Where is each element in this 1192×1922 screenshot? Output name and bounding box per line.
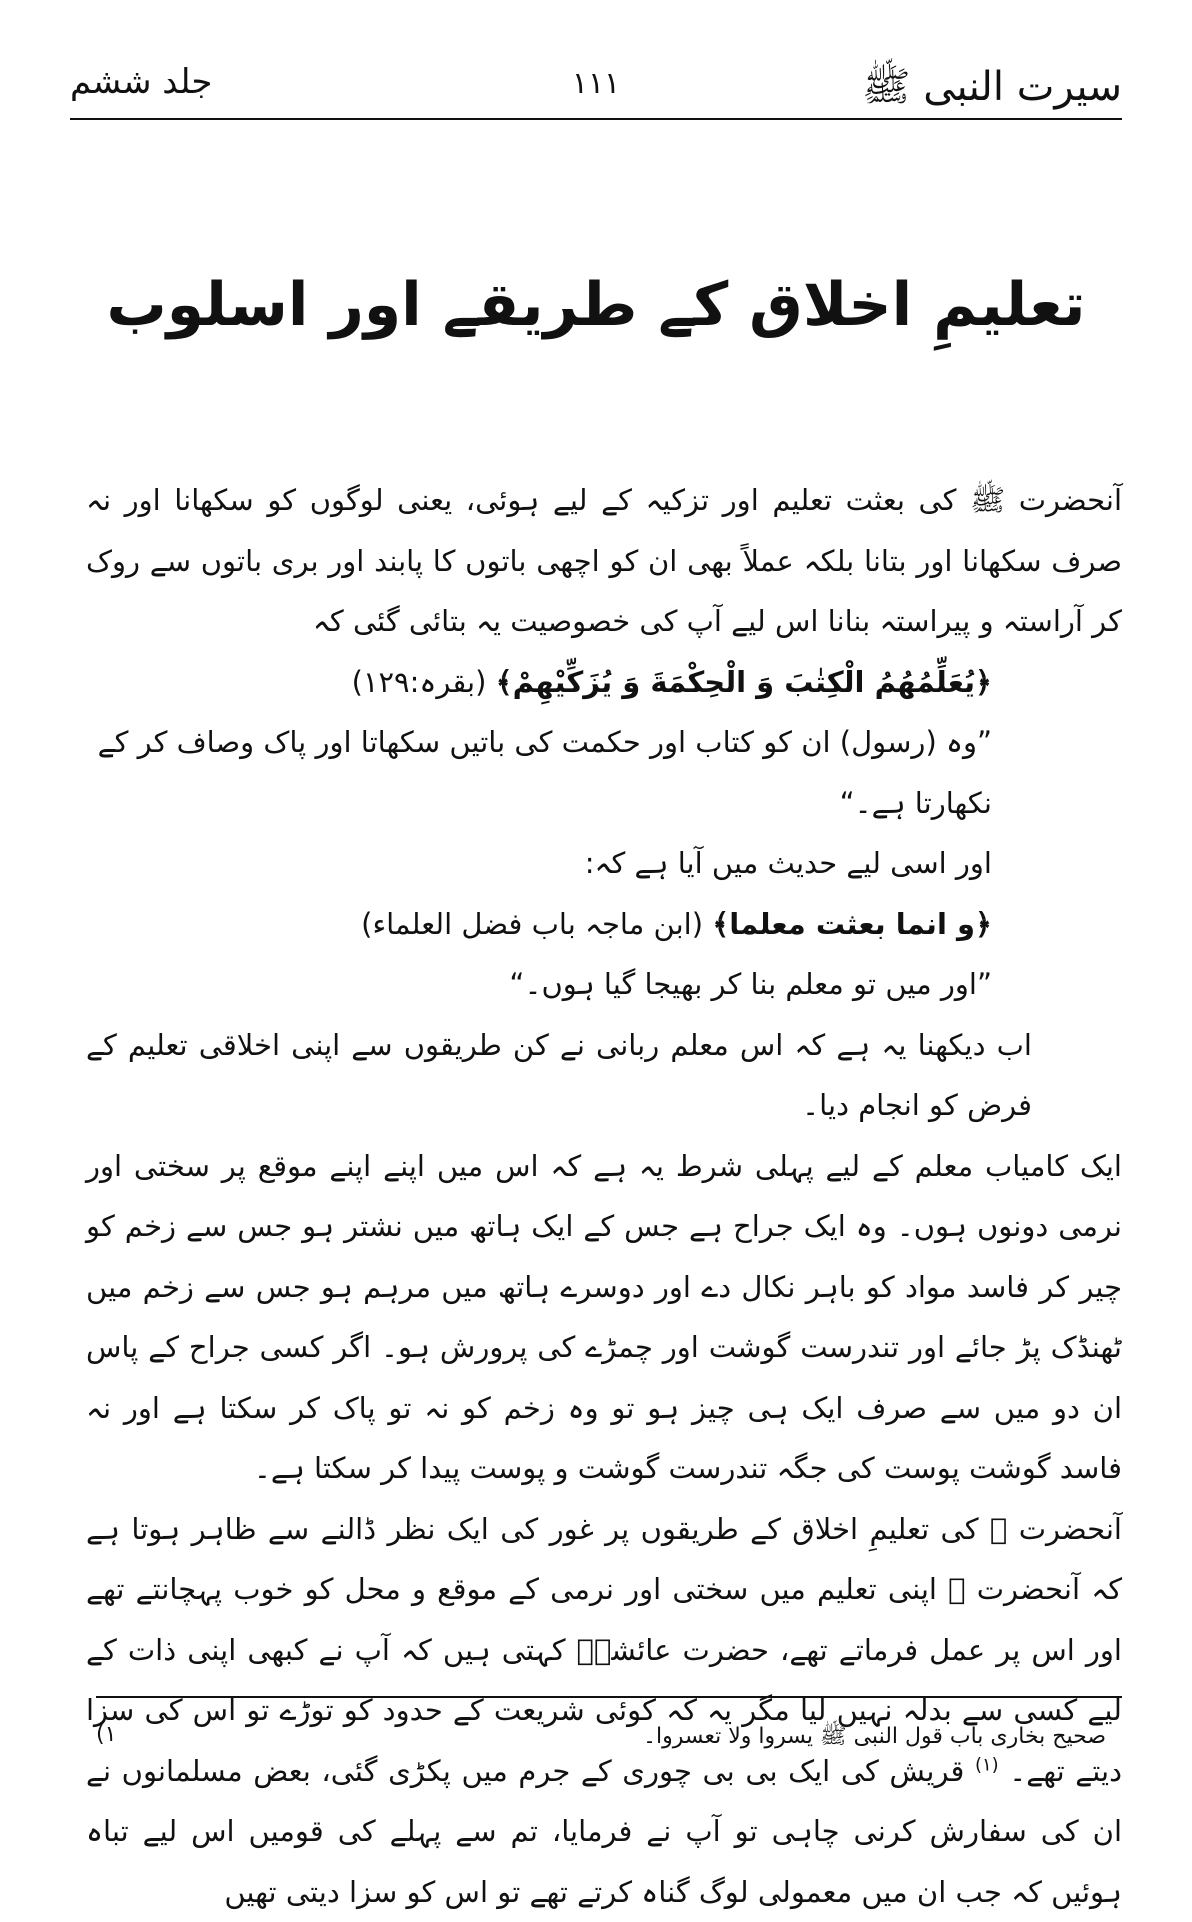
- paragraph-method-text: آنحضرت ﷺ کی تعلیمِ اخلاق کے طریقوں پر غور کی ایک نظر ڈالنے سے ظاہر ہوتا ہے کہ آنحضرت ﷺ اپنی تعلیم میں سختی اور نرمی کے موقع و محل کو خوب پہچانتے تھے اور اس پر عمل فرماتے تھے، حضرت عائشہؓ کہتی ہیں کہ آپ نے کبھی اپنی ذات کے لیے کسی سے بدلہ نہیں لیا مگر یہ کہ کوئی شریعت کے حدود کو توڑے تو اس کی سزا دیتے تھے۔: [86, 1512, 1122, 1788]
- quran-citation: (بقرہ:۱۲۹): [352, 665, 487, 699]
- book-title: سیرت النبی ﷺ: [862, 62, 1122, 120]
- volume-label: جلد ششم: [70, 62, 212, 102]
- paragraph-teacher: ایک کامیاب معلم کے لیے پہلی شرط یہ ہے کہ اس میں اپنے اپنے موقع پر سختی اور نرمی دونوں ہوں۔ وہ ایک جراح ہے جس کے ایک ہاتھ میں نشتر ہو جس سے زخم کو چیر کر فاسد مواد کو باہر نکال دے اور دوسرے ہاتھ میں مرہم ہو جس سے زخم میں ٹھنڈک پڑ جائے اور تندرست گوشت اور چمڑے کی پرورش ہو۔ اگر کسی جراح کے پاس ان دو میں سے صرف ایک ہی چیز ہو تو وہ زخم کو نہ تو پاک کر سکتا ہے اور نہ فاسد گوشت پوست کی جگہ تندرست گوشت و پوست پیدا کر سکتا ہے۔: [86, 1136, 1122, 1499]
- running-header: [70, 58, 1122, 118]
- paragraph-method: [86, 1499, 1122, 1922]
- footnote-text: صحیح بخاری باب قول النبی ﷺ یسروا ولا تعسروا۔: [643, 1724, 1106, 1749]
- quran-quote: [86, 652, 1122, 713]
- paragraph-method-continued: قریش کی ایک بی بی چوری کے جرم میں پکڑی گئی، بعض مسلمانوں نے ان کی سفارش کرنی چاہی تو آپ نے فرمایا، تم سے پہلے کی قومیں اس لیے تباہ ہوئیں کہ جب ان میں معمولی لوگ گناہ کرتے تھے تو اس کو سزا دیتی تھیں: [86, 1754, 1122, 1909]
- hadith-quote: [86, 894, 1122, 955]
- chapter-title: تعلیمِ اخلاق کے طریقے اور اسلوب: [0, 270, 1192, 340]
- hadith-intro: اور اسی لیے حدیث میں آیا ہے کہ:: [86, 833, 1122, 894]
- footnote-reference: (۱): [975, 1754, 999, 1775]
- hadith-text: ﴿و انما بعثت معلما﴾: [712, 907, 992, 941]
- hadith-translation: ”اور میں تو معلم بنا کر بھیجا گیا ہوں۔“: [86, 954, 1122, 1015]
- footnote-divider: [96, 1696, 1122, 1698]
- quran-translation: ”وہ (رسول) ان کو کتاب اور حکمت کی باتیں سکھاتا اور پاک وصاف کر کے نکھارتا ہے۔“: [86, 712, 1122, 833]
- header-divider: [70, 118, 1122, 120]
- hadith-citation: (ابن ماجہ باب فضل العلماء): [361, 907, 703, 941]
- paragraph-question: اب دیکھنا یہ ہے کہ اس معلم ربانی نے کن طریقوں سے اپنی اخلاقی تعلیم کے فرض کو انجام دیا۔: [86, 1015, 1122, 1136]
- footnote: [96, 1722, 1106, 1754]
- quran-verse: ﴿يُعَلِّمُهُمُ الْكِتٰبَ وَ الْحِكْمَةَ وَ يُزَكِّيْهِمْ﴾: [496, 665, 992, 699]
- body-text: [86, 470, 1122, 1922]
- page-number: ۱۱۱: [70, 66, 1122, 101]
- footnote-number: ۱): [96, 1722, 116, 1747]
- paragraph-intro: آنحضرت ﷺ کی بعثت تعلیم اور تزکیہ کے لیے ہوئی، یعنی لوگوں کو سکھانا اور نہ صرف سکھانا اور بتانا بلکہ عملاً بھی ان کو اچھی باتوں کا پابند اور بری باتوں سے روک کر آراستہ و پیراستہ بنانا اس لیے آپ کی خصوصیت یہ بتائی گئی کہ: [86, 470, 1122, 652]
